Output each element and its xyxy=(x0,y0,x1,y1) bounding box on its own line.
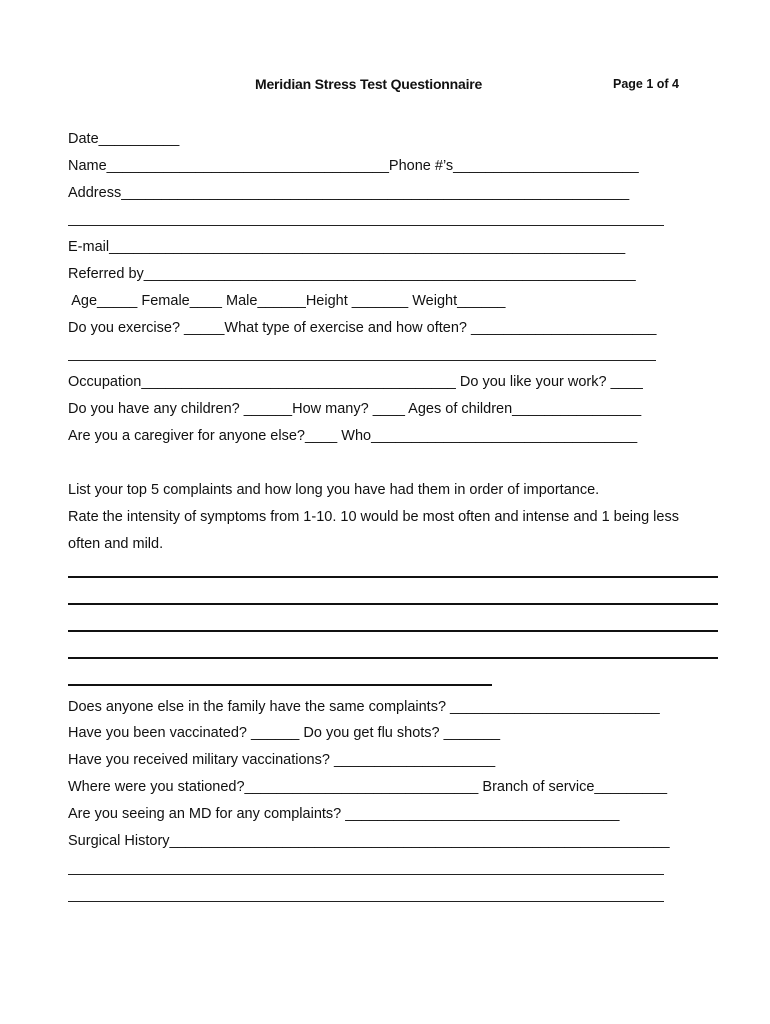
vaccination-field[interactable]: Have you been vaccinated? ______ Do you get flu shots? _______ xyxy=(68,725,501,741)
address-field[interactable]: Address_______________________________________________________________ xyxy=(68,185,630,201)
complaint-line-5[interactable] xyxy=(68,684,492,686)
complaint-line-4[interactable] xyxy=(68,657,718,659)
complaint-line-2[interactable] xyxy=(68,603,718,605)
exercise-line-2[interactable] xyxy=(68,360,656,361)
instructions-line-3: often and mild. xyxy=(68,536,164,552)
family-complaints-field[interactable]: Does anyone else in the family have the same complaints? __________________________ xyxy=(68,699,660,715)
address-line-2[interactable] xyxy=(68,225,664,226)
md-complaints-field[interactable]: Are you seeing an MD for any complaints? __________________________________ xyxy=(68,806,620,822)
complaint-line-3[interactable] xyxy=(68,630,718,632)
instructions-line-1: List your top 5 complaints and how long you have had them in order of importance. xyxy=(68,482,600,498)
surgical-history-line-3[interactable] xyxy=(68,901,664,902)
exercise-field[interactable]: Do you exercise? _____What type of exercise and how often? _______________________ xyxy=(68,320,657,336)
military-vaccination-field[interactable]: Have you received military vaccinations? ____________________ xyxy=(68,752,496,768)
name-phone-field[interactable]: Name___________________________________Phone #’s_______________________ xyxy=(68,158,639,174)
children-field[interactable]: Do you have any children? ______How many? ____ Ages of children________________ xyxy=(68,401,642,417)
occupation-field[interactable]: Occupation_______________________________________ Do you like your work? ____ xyxy=(68,374,643,390)
instructions-line-2: Rate the intensity of symptoms from 1-10. 10 would be most often and intense and 1 being less xyxy=(68,509,679,525)
surgical-history-field[interactable]: Surgical History______________________________________________________________ xyxy=(68,833,670,849)
surgical-history-line-2[interactable] xyxy=(68,874,664,875)
email-field[interactable]: E-mail________________________________________________________________ xyxy=(68,239,626,255)
complaint-line-1[interactable] xyxy=(68,576,718,578)
page-number: Page 1 of 4 xyxy=(613,77,679,91)
page-title: Meridian Stress Test Questionnaire xyxy=(255,76,483,92)
referred-by-field[interactable]: Referred by_____________________________________________________________ xyxy=(68,266,636,282)
date-field[interactable]: Date__________ xyxy=(68,131,180,147)
stationed-branch-field[interactable]: Where were you stationed?_____________________________ Branch of service_________ xyxy=(68,779,668,795)
age-gender-height-weight-row[interactable]: Age_____ Female____ Male______Height _______ Weight______ xyxy=(68,293,506,309)
caregiver-field[interactable]: Are you a caregiver for anyone else?____ Who_________________________________ xyxy=(68,428,638,444)
